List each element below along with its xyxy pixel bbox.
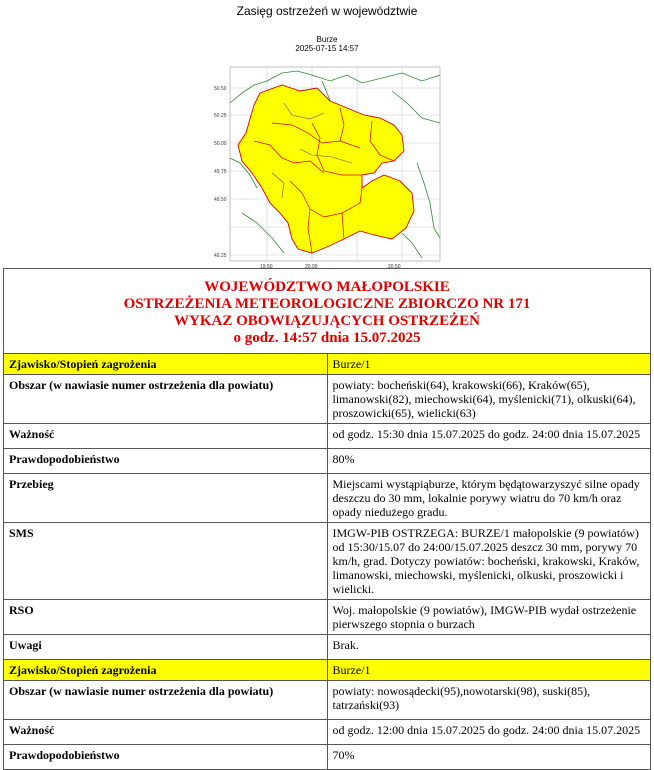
area-label: Obszar (w nawiasie numer ostrzeżenia dla powiatu) bbox=[4, 681, 328, 720]
table-row bbox=[4, 523, 651, 600]
course-label: Przebieg bbox=[4, 474, 328, 523]
area-value: powiaty: bocheński(64), krakowski(66), Kraków(65), limanowski(82), miechowski(64), myślenicki(71), olkuski(64), proszowicki(65), wielicki(63) bbox=[327, 375, 651, 424]
warnings-table bbox=[3, 268, 651, 770]
table-row bbox=[4, 600, 651, 635]
table-row bbox=[4, 375, 651, 424]
rso-value: Woj. małopolskie (9 powiatów), IMGW-PIB wydał ostrzeżenie pierwszego stopnia o burzach bbox=[327, 600, 651, 635]
phenomenon-label: Zjawisko/Stopień zagrożenia bbox=[4, 660, 328, 681]
table-row bbox=[4, 745, 651, 770]
header-voivodeship: WOJEWÓDZTWO MAŁOPOLSKIE bbox=[204, 279, 450, 295]
validity-value: od godz. 12:00 dnia 15.07.2025 do godz. 24:00 dnia 15.07.2025 bbox=[327, 720, 651, 745]
malopolska-region bbox=[238, 85, 414, 253]
probability-label: Prawdopodobieństwo bbox=[4, 745, 328, 770]
notes-label: Uwagi bbox=[4, 635, 328, 660]
validity-label: Ważność bbox=[4, 720, 328, 745]
header-warning-number: OSTRZEŻENIA METEOROLOGICZNE ZBIORCZO NR 171 bbox=[123, 296, 531, 312]
sms-label: SMS bbox=[4, 523, 328, 600]
table-row bbox=[4, 681, 651, 720]
table-row bbox=[4, 449, 651, 474]
phenomenon-value: Burze/1 bbox=[327, 354, 651, 375]
rso-label: RSO bbox=[4, 600, 328, 635]
header-list-title: WYKAZ OBOWIĄZUJĄCYCH OSTRZEŻEŃ bbox=[174, 313, 480, 329]
lat-tick: 50.00 bbox=[214, 141, 227, 147]
sms-value: IMGW-PIB OSTRZEGA: BURZE/1 małopolskie (9 powiatów) od 15:30/15.07 do 24:00/15.07.2025 deszcz 30 mm, porywy 70 km/h, grad. Dotyczy powiatów: bocheński, krakowski, Kraków, limanowski, miechowski, myślenicki, olkuski, proszowicki i wielicki. bbox=[327, 523, 651, 600]
validity-label: Ważność bbox=[4, 424, 328, 449]
probability-label: Prawdopodobieństwo bbox=[4, 449, 328, 474]
header-timestamp: o godz. 14:57 dnia 15.07.2025 bbox=[233, 330, 421, 346]
area-value: powiaty: nowosądecki(95),nowotarski(98), suski(85), tatrzański(93) bbox=[327, 681, 651, 720]
area-label: Obszar (w nawiasie numer ostrzeżenia dla powiatu) bbox=[4, 375, 328, 424]
lon-tick: 20.00 bbox=[305, 264, 318, 270]
page-title: Zasięg ostrzeżeń w województwie bbox=[236, 4, 418, 18]
phenomenon-label: Zjawisko/Stopień zagrożenia bbox=[4, 354, 328, 375]
table-header-row bbox=[4, 269, 651, 354]
lat-tick: 49.75 bbox=[214, 169, 227, 175]
validity-value: od godz. 15:30 dnia 15.07.2025 do godz. 24:00 dnia 15.07.2025 bbox=[327, 424, 651, 449]
table-row bbox=[4, 424, 651, 449]
warning-area bbox=[238, 85, 414, 253]
table-row bbox=[4, 354, 651, 375]
probability-value: 80% bbox=[327, 449, 651, 474]
lat-tick: 49.25 bbox=[214, 253, 227, 259]
lat-tick: 50.50 bbox=[214, 86, 227, 92]
notes-value: Brak. bbox=[327, 635, 651, 660]
table-row bbox=[4, 635, 651, 660]
phenomenon-value: Burze/1 bbox=[327, 660, 651, 681]
map-caption-time: 2025-07-15 14:57 bbox=[295, 44, 359, 53]
table-row bbox=[4, 660, 651, 681]
table-row bbox=[4, 720, 651, 745]
table-header bbox=[4, 269, 651, 354]
course-value: Miejscami wystąpiąburze, którym będątowarzyszyć silne opady deszczu do 30 mm, lokalnie porywy wiatru do 70 km/h oraz opady niedużego gradu. bbox=[327, 474, 651, 523]
lat-tick: 50.25 bbox=[214, 113, 227, 119]
probability-value: 70% bbox=[327, 745, 651, 770]
table-row bbox=[4, 474, 651, 523]
map-caption-title: Burze bbox=[316, 35, 338, 44]
lat-tick: 49.50 bbox=[214, 197, 227, 203]
lat-tick-labels bbox=[214, 86, 227, 259]
lon-tick: 20.50 bbox=[388, 264, 401, 270]
map-svg bbox=[212, 63, 442, 273]
warning-map bbox=[212, 63, 442, 273]
lon-tick: 19.50 bbox=[260, 264, 273, 270]
